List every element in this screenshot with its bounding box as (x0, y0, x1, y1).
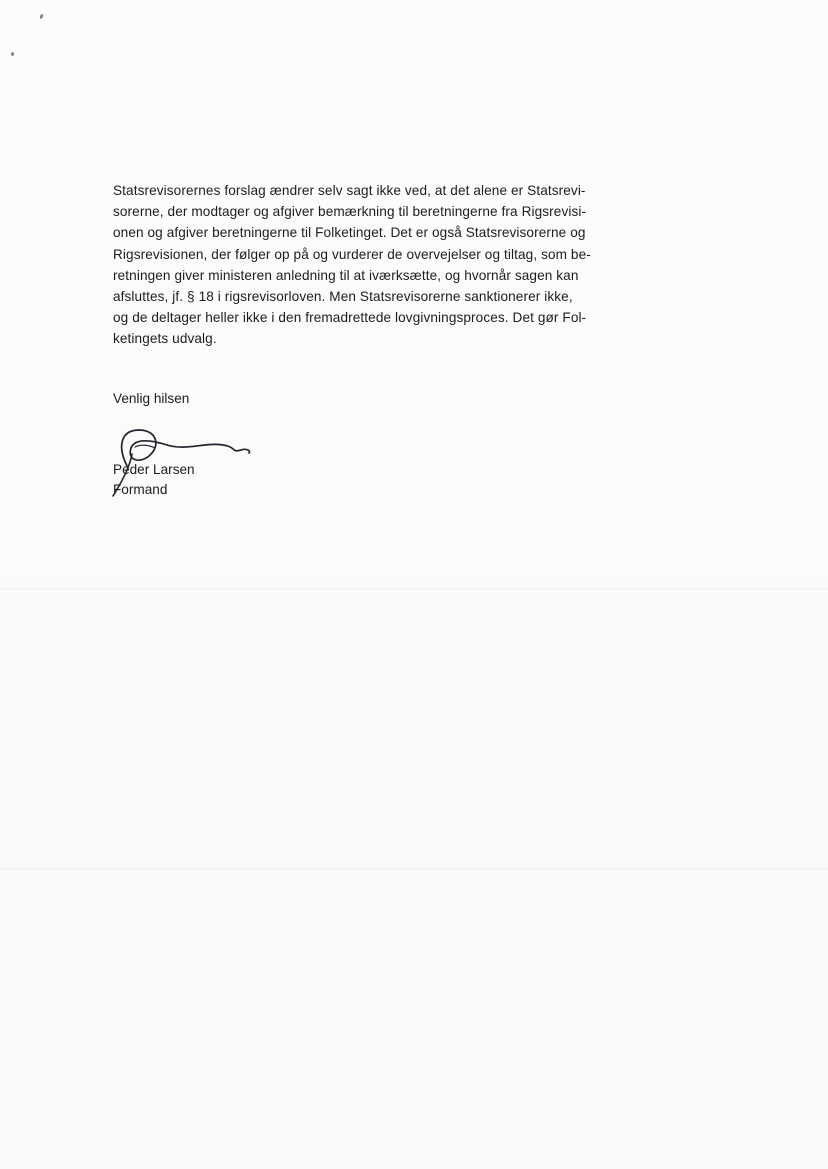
scan-band (0, 868, 828, 870)
body-line: og de deltager heller ikke i den fremadrettede lovgivningsproces. Det gør Fol- (113, 310, 587, 326)
body-line: ketingets udvalg. (113, 331, 217, 347)
body-line: sorerne, der modtager og afgiver bemærkning til beretningerne fra Rigsrevisi- (113, 204, 587, 220)
body-line: Statsrevisorernes forslag ændrer selv sagt ikke ved, at det alene er Statsrevi- (113, 183, 586, 198)
scan-speck (11, 52, 15, 57)
body-line: afsluttes, jf. § 18 i rigsrevisorloven. Men Statsrevisorerne sanktionerer ikke, (113, 289, 573, 305)
signatory-title: Formand (113, 482, 168, 497)
body-line: Rigsrevisionen, der følger op på og vurderer de overvejelser og tiltag, som be- (113, 246, 591, 262)
signatory-name: Peder Larsen (113, 462, 195, 477)
closing-salutation: Venlig hilsen (113, 391, 190, 406)
letter-body (113, 180, 591, 350)
body-line: retningen giver ministeren anledning til at iværksætte, og hvornår sagen kan (113, 267, 579, 283)
body-line: onen og afgiver beretningerne til Folketinget. Det er også Statsrevisorerne og (113, 225, 586, 241)
scan-band (0, 588, 828, 590)
scan-speck (39, 14, 44, 20)
